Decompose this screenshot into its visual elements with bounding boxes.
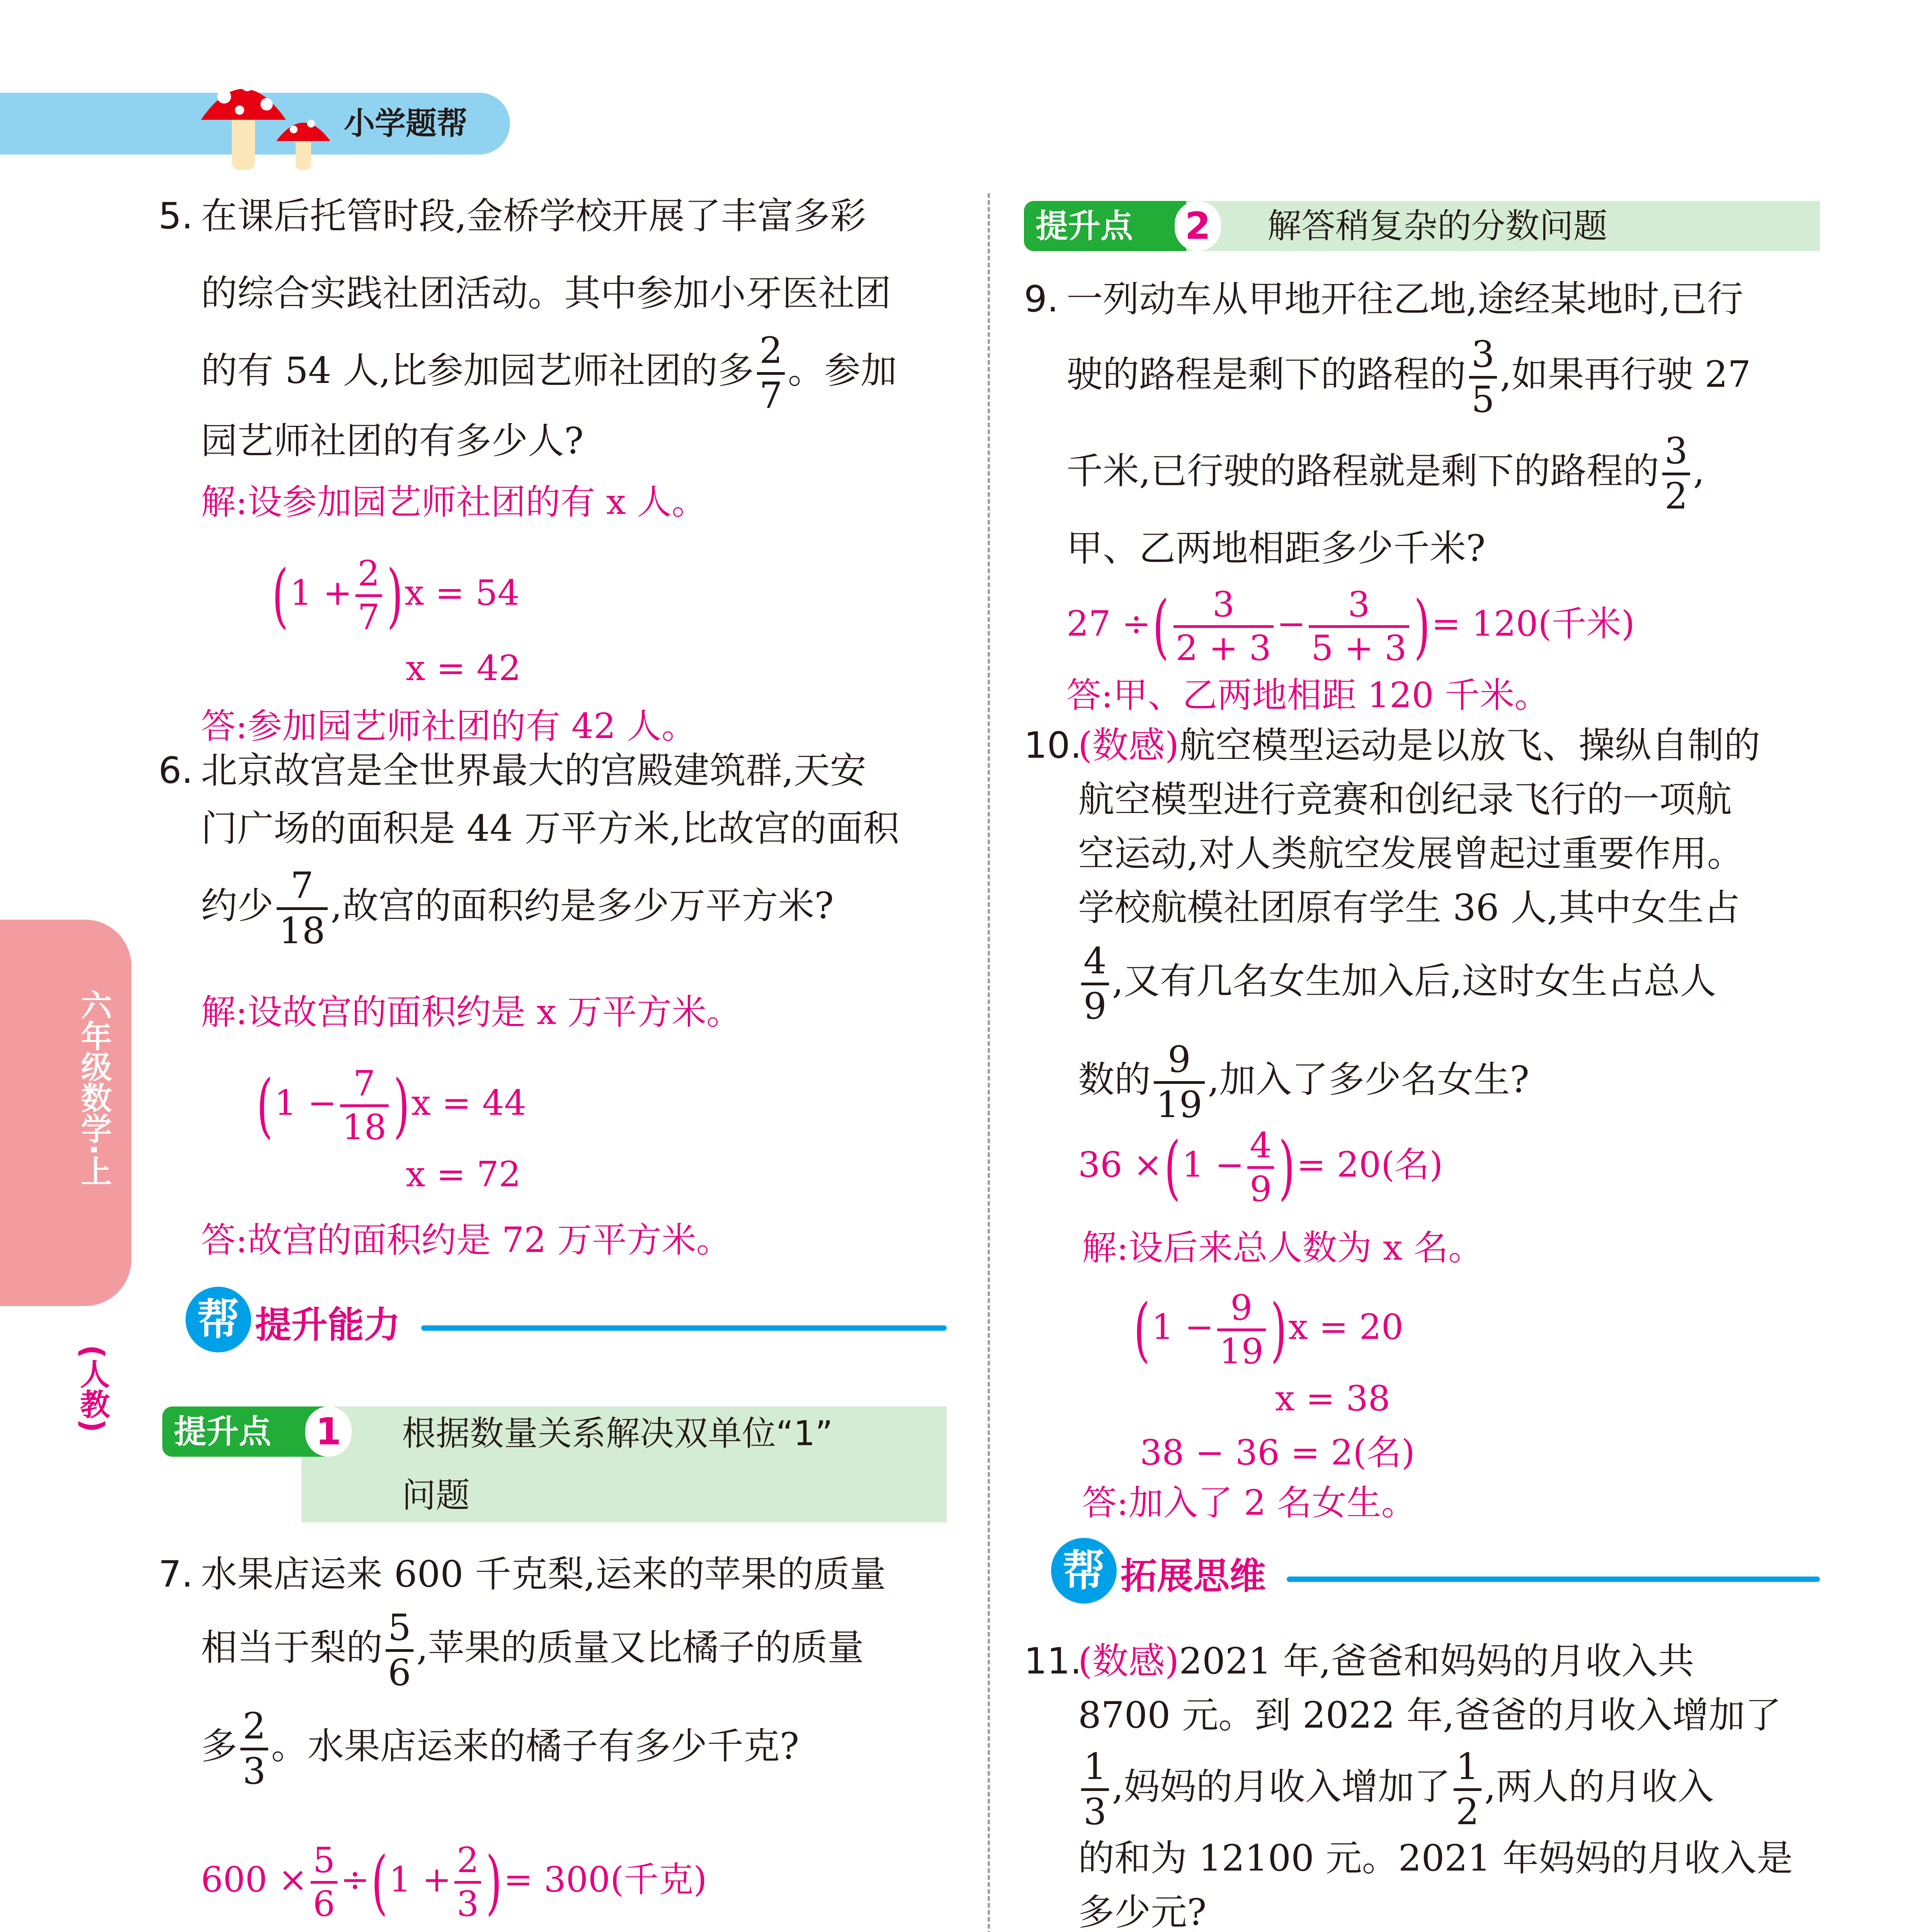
question-text: , xyxy=(1693,450,1705,492)
fraction: $\frac{1}{3}$ xyxy=(1081,1749,1109,1830)
column-divider xyxy=(988,193,990,1932)
question-number: 9. xyxy=(1024,278,1059,320)
question-text: ,苹果的质量又比橘子的质量 xyxy=(416,1627,864,1669)
q7-answer xyxy=(201,1928,753,1932)
q5-result: x = 42 xyxy=(406,648,521,689)
question-11 xyxy=(1024,1634,1835,1932)
q6-solution-setup: 解:设故宫的面积约是 x 万平方米。 xyxy=(201,992,742,1032)
question-text: 千米,已行驶的路程就是剩下的路程的 xyxy=(1066,450,1659,492)
question-text: 相当于梨的 xyxy=(201,1627,383,1669)
question-10 xyxy=(1024,719,1835,1132)
question-text: 驶的路程是剩下的路程的 xyxy=(1066,354,1466,396)
fraction: $\frac{7}{18}$ xyxy=(277,868,328,949)
section-divider xyxy=(1287,1577,1820,1582)
q10-step-2: 38 − 36 = 2(名) xyxy=(1140,1432,1415,1473)
question-text: 。参加 xyxy=(788,350,897,392)
q6-answer: 答:故宫的面积约是 72 万平方米。 xyxy=(201,1220,731,1260)
q6-equation: (1 − $\frac{7}{18}$ )x = 44 xyxy=(257,1063,527,1148)
question-number: 11. xyxy=(1024,1640,1082,1682)
question-text: ,妈妈的月收入增加了 xyxy=(1112,1766,1451,1808)
question-number: 6. xyxy=(158,750,193,792)
q5-solution-setup: 解:设参加园艺师社团的有 x 人。 xyxy=(201,482,707,522)
fraction: $\frac{2}{7}$ xyxy=(757,333,785,414)
fraction: $\frac{2}{3}$ xyxy=(454,1843,481,1922)
question-5 xyxy=(158,178,970,468)
key-point-tag: 提升点 xyxy=(162,1406,325,1457)
key-point-number: 2 xyxy=(1175,201,1221,251)
mushroom-logo xyxy=(193,58,340,174)
fraction: $\frac{9}{19}$ xyxy=(1217,1291,1266,1369)
q5-answer: 答:参加园艺师社团的有 42 人。 xyxy=(201,706,697,747)
section-divider xyxy=(421,1325,947,1331)
fraction: $\frac{9}{19}$ xyxy=(1154,1042,1205,1123)
question-6 xyxy=(158,742,970,954)
question-text: 甲、乙两地相距多少千米? xyxy=(1066,527,1486,570)
fraction: $\frac{2}{7}$ xyxy=(355,556,382,635)
question-text: 。水果店运来的橘子有多少千克? xyxy=(271,1725,799,1767)
fraction: $\frac{1}{2}$ xyxy=(1454,1749,1481,1830)
question-text: 一列动车从甲地开往乙地,途经某地时,已行 xyxy=(1066,278,1743,320)
question-text: ,如果再行驶 27 xyxy=(1500,354,1751,396)
q10-result: x = 38 xyxy=(1275,1378,1390,1419)
question-number: 5. xyxy=(158,195,193,237)
q9-calculation: 27 ÷( $\frac{3}{2 + 3}$ − $\frac{3}{5 + 3}$ )= 120(千米) xyxy=(1066,584,1635,668)
question-7 xyxy=(158,1546,970,1801)
section-title-improve: 提升能力 xyxy=(255,1304,401,1346)
key-point-number: 1 xyxy=(305,1406,352,1457)
fraction: $\frac{7}{18}$ xyxy=(340,1066,389,1145)
q10-answer: 答:加入了 2 名女生。 xyxy=(1082,1483,1416,1523)
key-point-text: 问题 xyxy=(402,1475,470,1515)
skill-tag: (数感) xyxy=(1078,724,1179,767)
question-text: 水果店运来 600 千克梨,运来的苹果的质量 xyxy=(201,1553,886,1595)
side-tab-edition: (人教) xyxy=(75,1345,110,1433)
section-icon: 帮 xyxy=(1051,1538,1117,1604)
question-text: ,两人的月收入 xyxy=(1484,1766,1714,1808)
question-text: 空运动,对人类航空发展曾起过重要作用。 xyxy=(1078,833,1743,875)
fraction: $\frac{3}{5 + 3}$ xyxy=(1309,587,1409,666)
question-text: 学校航模社团原有学生 36 人,其中女生占 xyxy=(1078,887,1740,929)
question-text: ,又有几名女生加入后,这时女生占总人 xyxy=(1112,960,1716,1002)
q10-step-1: 36 ×(1 − $\frac{4}{9}$ )= 20(名) xyxy=(1078,1125,1443,1209)
question-text: 的有 54 人,比参加园艺师社团的多 xyxy=(201,350,754,392)
question-text: 数的 xyxy=(1078,1059,1151,1101)
question-text: 多 xyxy=(201,1725,238,1767)
fraction: $\frac{4}{9}$ xyxy=(1081,943,1109,1025)
fraction: $\frac{3}{5}$ xyxy=(1469,337,1497,418)
question-text: 2021 年,爸爸和妈妈的月收入共 xyxy=(1179,1640,1694,1682)
q5-equation: (1 + $\frac{2}{7}$ )x = 54 xyxy=(272,553,520,638)
question-text: 多少元? xyxy=(1078,1891,1207,1932)
section-title-extend: 拓展思维 xyxy=(1121,1555,1266,1597)
fraction: $\frac{3}{2 + 3}$ xyxy=(1173,587,1274,666)
fraction: $\frac{5}{6}$ xyxy=(386,1610,413,1691)
question-text: 8700 元。到 2022 年,爸爸的月收入增加了 xyxy=(1078,1694,1781,1736)
question-text: 的和为 12100 元。2021 年妈妈的月收入是 xyxy=(1078,1837,1793,1879)
question-number: 10. xyxy=(1024,724,1082,767)
question-text: 航空模型进行竞赛和创纪录飞行的一项航 xyxy=(1078,779,1732,821)
question-9 xyxy=(1024,270,1835,576)
q10-solution-setup: 解:设后来总人数为 x 名。 xyxy=(1082,1228,1483,1268)
question-text: ,故宫的面积约是多少万平方米? xyxy=(330,885,834,927)
brand-title: 小学题帮 xyxy=(344,105,468,141)
q10-equation: (1 − $\frac{9}{19}$ )x = 20 xyxy=(1134,1287,1404,1372)
question-text: 在课后托管时段,金桥学校开展了丰富多彩 xyxy=(201,195,866,237)
side-tab-grade: 六年级数学·上 xyxy=(76,989,112,1187)
q7-calculation: 600 × $\frac{5}{6}$ ÷(1 + $\frac{2}{3}$ )= 300(千克) xyxy=(201,1840,707,1924)
question-number: 7. xyxy=(158,1553,193,1595)
skill-tag: (数感) xyxy=(1078,1640,1179,1682)
fraction: $\frac{2}{3}$ xyxy=(240,1708,268,1790)
q6-result: x = 72 xyxy=(406,1154,521,1195)
question-text: ,加入了多少名女生? xyxy=(1208,1059,1529,1101)
key-point-tag: 提升点 xyxy=(1024,201,1186,251)
fraction: $\frac{4}{9}$ xyxy=(1247,1128,1274,1207)
fraction: $\frac{5}{6}$ xyxy=(311,1843,337,1922)
question-text: 门广场的面积是 44 万平方米,比故宫的面积 xyxy=(201,808,900,850)
key-point-text: 解答稍复杂的分数问题 xyxy=(1267,206,1608,246)
key-point-text: 根据数量关系解决双单位“1” xyxy=(402,1413,833,1453)
section-icon: 帮 xyxy=(185,1287,251,1352)
question-text: 北京故宫是全世界最大的宫殿建筑群,天安 xyxy=(201,750,866,792)
question-text: 约少 xyxy=(201,885,274,927)
question-text: 航空模型运动是以放飞、操纵自制的 xyxy=(1179,724,1760,767)
question-text: 园艺师社团的有多少人? xyxy=(201,420,584,463)
q9-answer: 答:甲、乙两地相距 120 千米。 xyxy=(1066,675,1549,716)
fraction: $\frac{3}{2}$ xyxy=(1662,433,1690,515)
question-text: 的综合实践社团活动。其中参加小牙医社团 xyxy=(201,272,891,315)
